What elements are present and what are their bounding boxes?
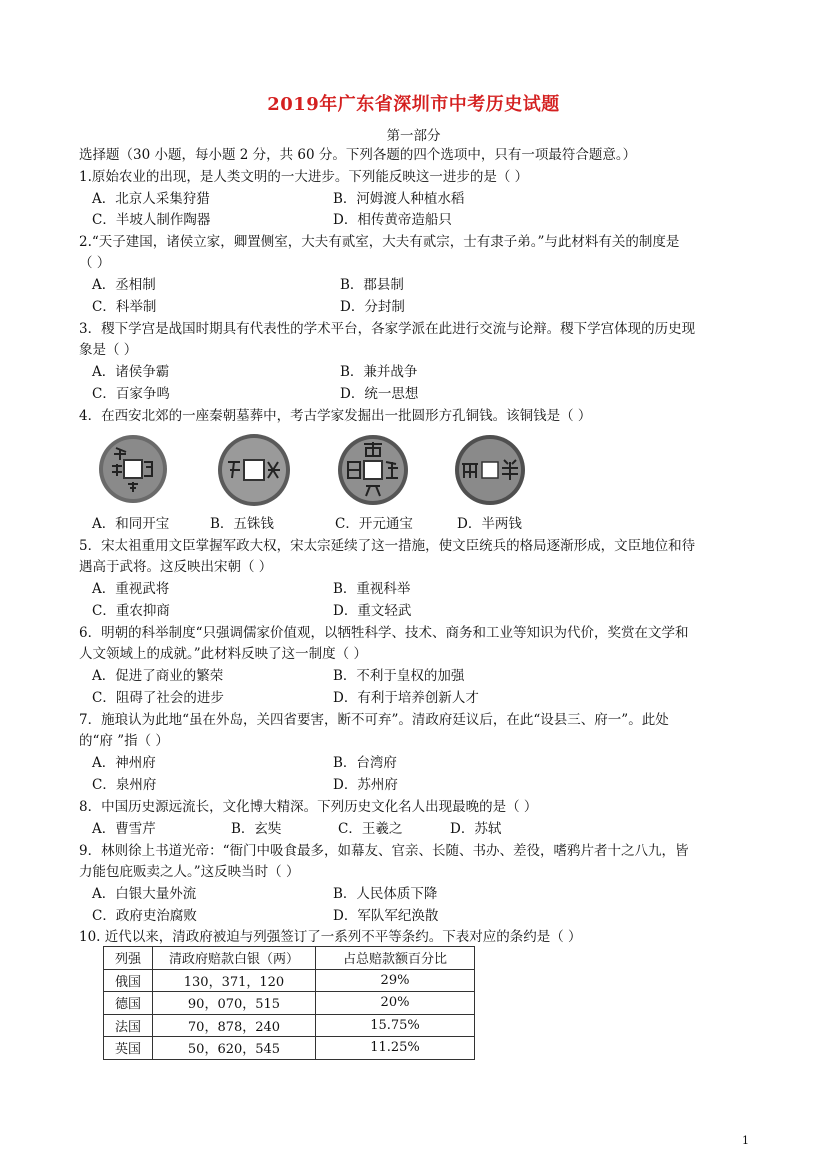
- question-2-stem: 2.“天子建国，诸侯立家，卿置侧室，大夫有贰室，大夫有贰宗，士有隶子弟。”与此材料有关的制度是: [79, 234, 680, 250]
- question-1-stem: 1.原始农业的出现，是人类文明的一大进步。下列能反映这一进步的是（ ）: [79, 169, 529, 185]
- question-6-option-c: C．阻碍了社会的进步: [92, 690, 224, 706]
- coin-banliang-icon: [452, 432, 528, 508]
- question-9-option-d: D．军队军纪涣散: [333, 908, 439, 924]
- question-6-option-b: B．不利于皇权的加强: [333, 668, 465, 684]
- question-9-stem-cont: 力能包庇贩卖之人。”这反映当时（ ）: [79, 864, 300, 880]
- question-8-option-a: A．曹雪芹: [92, 821, 156, 837]
- question-8-stem: 8．中国历史源远流长，文化博大精深。下列历史文化名人出现最晚的是（ ）: [79, 799, 538, 815]
- question-3-stem-cont: 象是（ ）: [79, 342, 138, 358]
- question-3-option-c: C．百家争鸣: [92, 386, 170, 402]
- question-2-option-a: A．丞相制: [92, 277, 156, 293]
- table-cell: 英国: [104, 1037, 153, 1060]
- question-8-option-b: B．玄奘: [231, 821, 282, 837]
- page-title: 2019年广东省深圳市中考历史试题: [267, 94, 560, 115]
- question-4-option-b: B．五铢钱: [210, 516, 274, 532]
- question-3-option-a: A．诸侯争霸: [92, 364, 170, 380]
- table-row: [104, 992, 475, 1015]
- table-header: 列强: [104, 947, 153, 970]
- instructions: 选择题（30 小题，每小题 2 分，共 60 分。下列各题的四个选项中，只有一项最符合题意。）: [79, 147, 637, 163]
- question-6-option-a: A．促进了商业的繁荣: [92, 668, 224, 684]
- question-4-option-c: C．开元通宝: [335, 516, 413, 532]
- question-5-stem: 5．宋太祖重用文臣掌握军政大权，宋太宗延续了这一措施，使文臣统兵的格局逐渐形成，文臣地位和待: [79, 538, 696, 554]
- question-9-option-a: A．白银大量外流: [92, 886, 197, 902]
- table-header: 占总赔款额百分比: [316, 947, 475, 970]
- question-6-option-d: D．有利于培养创新人才: [333, 690, 479, 706]
- table-cell: 15.75%: [316, 1014, 475, 1037]
- question-10-stem: 10. 近代以来，清政府被迫与列强签订了一系列不平等条约。下表对应的条约是（ ）: [79, 929, 582, 945]
- question-9-option-c: C．政府吏治腐败: [92, 908, 197, 924]
- table-cell: 20%: [316, 992, 475, 1015]
- table-cell: 130，371，120: [153, 969, 316, 992]
- table-cell: 11.25%: [316, 1037, 475, 1060]
- table-cell: 90，070，515: [153, 992, 316, 1015]
- table-cell: 50，620，545: [153, 1037, 316, 1060]
- question-1-option-d: D．相传黄帝造船只: [333, 212, 452, 228]
- table-cell: 德国: [104, 992, 153, 1015]
- question-5-option-d: D．重文轻武: [333, 603, 412, 619]
- question-5-option-b: B．重视科举: [333, 581, 411, 597]
- question-5-stem-cont: 遇高于武将。这反映出宋朝（ ）: [79, 559, 273, 575]
- question-7-option-c: C．泉州府: [92, 777, 157, 793]
- table-header: 清政府赔款白银（两）: [153, 947, 316, 970]
- table-cell: 俄国: [104, 969, 153, 992]
- question-7-option-d: D．苏州府: [333, 777, 398, 793]
- question-2-option-d: D．分封制: [340, 299, 405, 315]
- question-7-option-a: A．神州府: [92, 755, 156, 771]
- question-1-option-b: B．河姆渡人种植水稻: [333, 191, 465, 207]
- table-row: [104, 1037, 475, 1060]
- question-7-stem-cont: 的“府 ”指（ ）: [79, 733, 169, 749]
- question-7-option-b: B．台湾府: [333, 755, 397, 771]
- question-2-option-c: C．科举制: [92, 299, 157, 315]
- table-row: [104, 1014, 475, 1037]
- table-cell: 法国: [104, 1014, 153, 1037]
- question-6-stem-cont: 人文领域上的成就。”此材料反映了这一制度（ ）: [79, 646, 367, 662]
- question-5-option-c: C．重农抑商: [92, 603, 170, 619]
- table-header-row: [104, 947, 475, 970]
- question-5-option-a: A．重视武将: [92, 581, 170, 597]
- table-cell: 70，878，240: [153, 1014, 316, 1037]
- question-9-option-b: B．人民体质下降: [333, 886, 438, 902]
- question-3-option-d: D．统一思想: [340, 386, 419, 402]
- table-cell: 29%: [316, 969, 475, 992]
- question-6-stem: 6．明朝的科举制度“只强调儒家价值观，以牺牲科学、技术、商务和工业等知识为代价，奖赏在文学和: [79, 625, 689, 641]
- question-2-option-b: B．郡县制: [340, 277, 404, 293]
- page-number: 1: [742, 1134, 749, 1147]
- coin-kaiyuan-icon: [336, 432, 410, 510]
- question-4-option-d: D．半两钱: [457, 516, 522, 532]
- question-9-stem: 9．林则徐上书道光帝：“衙门中吸食最多，如幕友、官亲、长随、书办、差役，嗜鸦片者十之八九，皆: [79, 843, 689, 859]
- question-4-option-a: A．和同开宝: [92, 516, 170, 532]
- coin-hetong-icon: [96, 432, 170, 506]
- question-3-stem: 3．稷下学宫是战国时期具有代表性的学术平台，各家学派在此进行交流与论辩。稷下学宫体现的历史现: [79, 321, 696, 337]
- coin-wuzhu-icon: [214, 432, 294, 512]
- question-1-option-a: A．北京人采集狩猎: [92, 191, 210, 207]
- question-4-stem: 4．在西安北郊的一座秦朝墓葬中，考古学家发掘出一批圆形方孔铜钱。该铜钱是（ ）: [79, 408, 592, 424]
- question-7-stem: 7．施琅认为此地“虽在外岛，关四省要害，断不可弃”。清政府廷议后，在此“设县三、府一”。此处: [79, 712, 669, 728]
- table-row: [104, 969, 475, 992]
- question-3-option-b: B．兼并战争: [340, 364, 418, 380]
- question-8-option-d: D．苏轼: [450, 821, 502, 837]
- question-8-option-c: C．王羲之: [338, 821, 403, 837]
- question-2-stem-cont: （ ）: [79, 255, 111, 271]
- indemnity-table: [103, 946, 475, 1060]
- section-heading: 第一部分: [386, 128, 441, 144]
- question-1-option-c: C．半坡人制作陶器: [92, 212, 211, 228]
